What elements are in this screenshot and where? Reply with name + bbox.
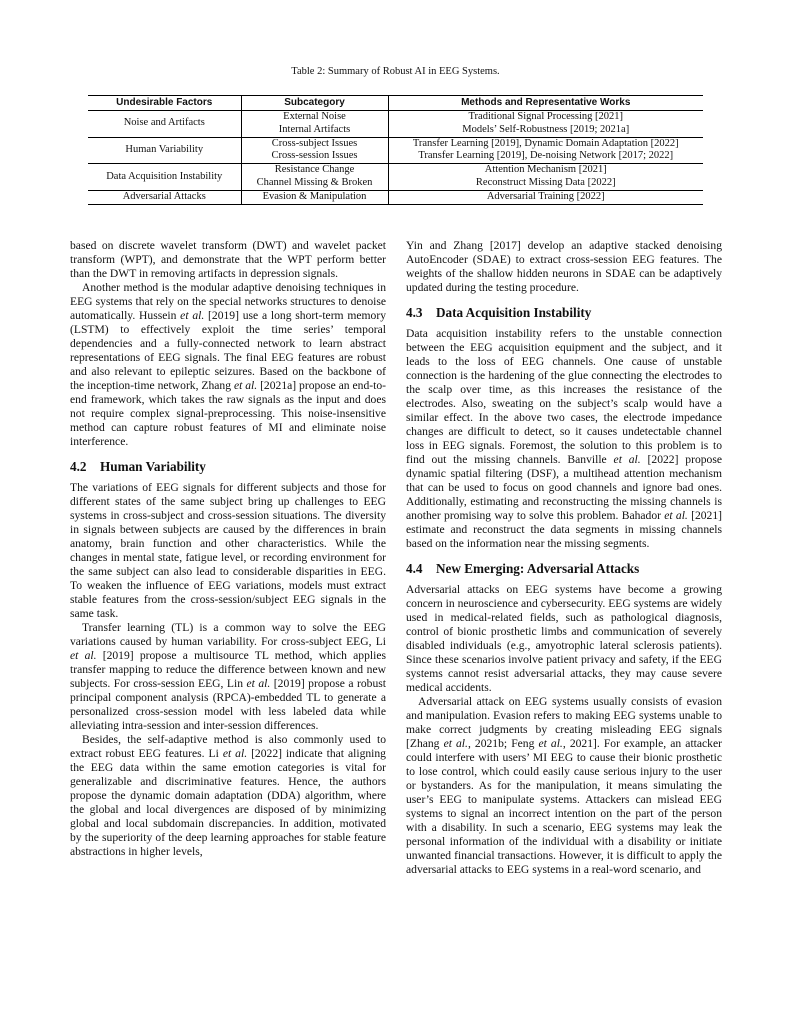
section-heading-4-2: 4.2 Human Variability [70, 459, 206, 474]
subcategory-cell: External Noise [241, 111, 388, 124]
methods-cell: Transfer Learning [2019], Dynamic Domain Adaptation [2022] [388, 137, 703, 150]
header-subcategory: Subcategory [241, 96, 388, 111]
subcategory-cell: Channel Missing & Broken [241, 177, 388, 190]
paragraph: Besides, the self-adaptive method is also commonly used to extract robust EEG features. Li et al. [2022] indicate that aligning the EEG data within the same emotion categories is vital for generalizable and discriminative features. Hence, the authors propose the dynamic domain adaptation (DDA) algorithm, where the global and local divergences are disposed of by minimizing global and local subdomain discrepancies. In addition, motivated by the superiority of the deep learning approaches for stable feature abstractions in higher levels, [70, 733, 386, 858]
section-heading-4-4: 4.4 New Emerging: Adversarial Attacks [406, 561, 640, 576]
paragraph: Transfer learning (TL) is a common way to solve the EEG variations caused by human variability. For cross-subject EEG, Li et al. [2019] propose a multisource TL method, which applies transfer mapping to reduce the difference between known and new subjects. For cross-session EEG, Lin et al. [2019] propose a robust principal component analysis (RPCA)-embedded TL to generate a personalized cross-session model with less labeled data while alleviating intra-session and inter-session differences. [70, 621, 386, 732]
methods-cell: Transfer Learning [2019], De-noising Network [2017; 2022] [388, 150, 703, 163]
paragraph: based on discrete wavelet transform (DWT) and wavelet packet transform (WPT), and demonstrate that the WPT perform better than the DWT in removing artifacts in depression signals. [70, 239, 386, 280]
subcategory-cell: Internal Artifacts [241, 124, 388, 137]
methods-cell: Traditional Signal Processing [2021] [388, 111, 703, 124]
factor-cell: Data Acquisition Instability [88, 164, 241, 191]
paragraph: Adversarial attacks on EEG systems have become a growing concern in neuroscience and cybersecurity. EEG systems are widely used in medical-related fields, such as pathological diagnosis, control of bionic prosthetic limbs and communication of severely disabled individuals (e.g., amyotrophic lateral sclerosis patients). Since these scenarios involve patient privacy and safety, if the EEG systems cannot resist adversarial attacks, they may cause severe medical accidents. [406, 583, 722, 694]
factor-cell: Noise and Artifacts [88, 111, 241, 138]
table-header-row [88, 96, 703, 111]
paragraph: Adversarial attack on EEG systems usually consists of evasion and manipulation. Evasion refers to making EEG systems unable to make correct judgments by creating misleading EEG signals [Zhang et al., 2021b; Feng et al., 2021]. For example, an attacker could interfere with users’ MI EEG to cause their bionic prosthetic to lose control, which could easily cause serious injury to the user or bystanders. As for the manipulation, it means simulating the user’s EEG to manipulate systems. Attackers can mislead EEG systems to signal an incorrect intention on the part of the person with a disability. In such a scenario, EEG systems may leak the personal information of the individual with a disability or initiate unwanted financial transactions. However, it is difficult to apply the adversarial attacks to EEG systems in a real-word scenario, and [406, 695, 722, 876]
table-caption: Table 2: Summary of Robust AI in EEG Systems. [291, 66, 500, 77]
table-row [88, 164, 703, 177]
section-heading-4-3: 4.3 Data Acquisition Instability [406, 305, 592, 320]
subcategory-cell: Resistance Change [241, 164, 388, 177]
header-methods: Methods and Representative Works [388, 96, 703, 111]
paragraph: Another method is the modular adaptive denoising techniques in EEG systems that rely on the special networks structures to denoise automatically. Hussein et al. [2019] use a long short-term memory (LSTM) to effectively exploit the time series’ temporal dependencies and a fully-connected network to learn abstract representations of EEG signals. The final EEG features are robust and also relevant to epileptic seizures. Based on the backbone of the inception-time network, Zhang et al. [2021a] propose an end-to-end framework, which takes the raw signals as the input and does not require complex signal-preprocessing. This noise-insensitive method can capture robust features of MI and eliminate noise interference. [70, 281, 387, 448]
subcategory-cell: Cross-subject Issues [241, 137, 388, 150]
table-row [88, 137, 703, 150]
left-column [70, 239, 386, 859]
summary-table [88, 95, 703, 205]
subcategory-cell: Evasion & Manipulation [241, 190, 388, 204]
paragraph: Yin and Zhang [2017] develop an adaptive stacked denoising AutoEncoder (SDAE) to extract cross-session EEG features. The weights of the shallow hidden neurons in SDAE can be adaptively updated during the testing procedure. [406, 239, 722, 294]
methods-cell: Adversarial Training [2022] [388, 190, 703, 204]
methods-cell: Models’ Self-Robustness [2019; 2021a] [388, 124, 703, 137]
right-column [406, 239, 722, 877]
methods-cell: Reconstruct Missing Data [2022] [388, 177, 703, 190]
table-row [88, 111, 703, 124]
paragraph: Data acquisition instability refers to the unstable connection between the EEG acquisition equipment and the subject, and it leads to the loss of EEG channels. One cause of unstable connection is the hardening of the glue connecting the electrodes to the scalp over time, as this increases the resistance of the electrodes. Also, sweating on the subject’s scalp would have a similar effect. In the above two cases, the electrode impedance changes are difficult to detect, so it causes undetectable channel loss in EEG signals. Foremost, the solution to this problem is to find out the missing channels. Banville et al. [2022] propose dynamic spatial filtering (DSF), a multihead attention mechanism that can be used to focus on good channels and ignore bad ones. Additionally, estimating and reconstructing the missing channels is another promising way to solve this problem. Bahador et al. [2021] estimate and reconstruct the data segments in missing channels based on the information near the missing segments. [406, 327, 723, 550]
methods-cell: Attention Mechanism [2021] [388, 164, 703, 177]
subcategory-cell: Cross-session Issues [241, 150, 388, 163]
factor-cell: Adversarial Attacks [88, 190, 241, 204]
table-row [88, 190, 703, 204]
header-factors: Undesirable Factors [88, 96, 241, 111]
factor-cell: Human Variability [88, 137, 241, 164]
paragraph: The variations of EEG signals for different subjects and those for different states of the same subject bring up challenges to EEG systems in cross-subject and cross-session situations. The diversity in signals between subjects are caused by the differences in brain anatomy, brain function and other characteristics. While the changes in mental state, fatigue level, or recording environment for the same subject can also lead to considerable disparities in EEG. To weaken the influence of EEG variations, models must extract stable features from the cross-session/subject EEG signals in the same task. [70, 481, 386, 620]
